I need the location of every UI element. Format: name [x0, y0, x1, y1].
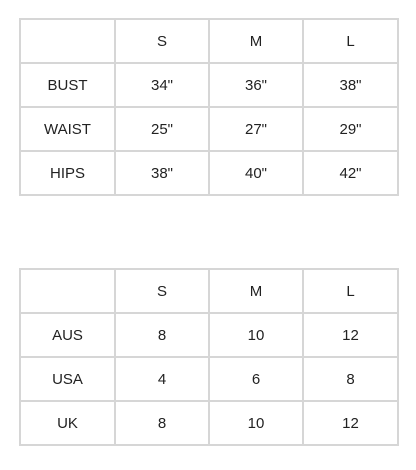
- table-row: [20, 401, 398, 445]
- table-header-row: [20, 269, 398, 313]
- table-cell: 40": [209, 151, 303, 195]
- table-cell: 27": [209, 107, 303, 151]
- header-cell-empty: [20, 19, 115, 63]
- table-cell: 12: [303, 401, 398, 445]
- table-cell: 4: [115, 357, 209, 401]
- table-cell: 29": [303, 107, 398, 151]
- table-row: [20, 63, 398, 107]
- table-header-row: [20, 19, 398, 63]
- table-cell: 8: [115, 313, 209, 357]
- table-cell: 12: [303, 313, 398, 357]
- table-cell: 38": [303, 63, 398, 107]
- row-label-uk: UK: [20, 401, 115, 445]
- row-label-usa: USA: [20, 357, 115, 401]
- table-cell: 38": [115, 151, 209, 195]
- table-row: [20, 151, 398, 195]
- header-cell-empty: [20, 269, 115, 313]
- region-size-table: [19, 268, 399, 446]
- table-row: [20, 313, 398, 357]
- header-cell-size-s: S: [115, 269, 209, 313]
- table-cell: 6: [209, 357, 303, 401]
- header-cell-size-l: L: [303, 19, 398, 63]
- table-cell: 10: [209, 401, 303, 445]
- table-row: [20, 357, 398, 401]
- header-cell-size-m: M: [209, 19, 303, 63]
- table-cell: 8: [115, 401, 209, 445]
- measurements-size-table: [19, 18, 399, 196]
- row-label-hips: HIPS: [20, 151, 115, 195]
- table-cell: 10: [209, 313, 303, 357]
- header-cell-size-m: M: [209, 269, 303, 313]
- table-row: [20, 107, 398, 151]
- table-cell: 25": [115, 107, 209, 151]
- header-cell-size-l: L: [303, 269, 398, 313]
- row-label-bust: BUST: [20, 63, 115, 107]
- table-cell: 8: [303, 357, 398, 401]
- row-label-waist: WAIST: [20, 107, 115, 151]
- header-cell-size-s: S: [115, 19, 209, 63]
- table-cell: 34": [115, 63, 209, 107]
- table-cell: 42": [303, 151, 398, 195]
- row-label-aus: AUS: [20, 313, 115, 357]
- table-cell: 36": [209, 63, 303, 107]
